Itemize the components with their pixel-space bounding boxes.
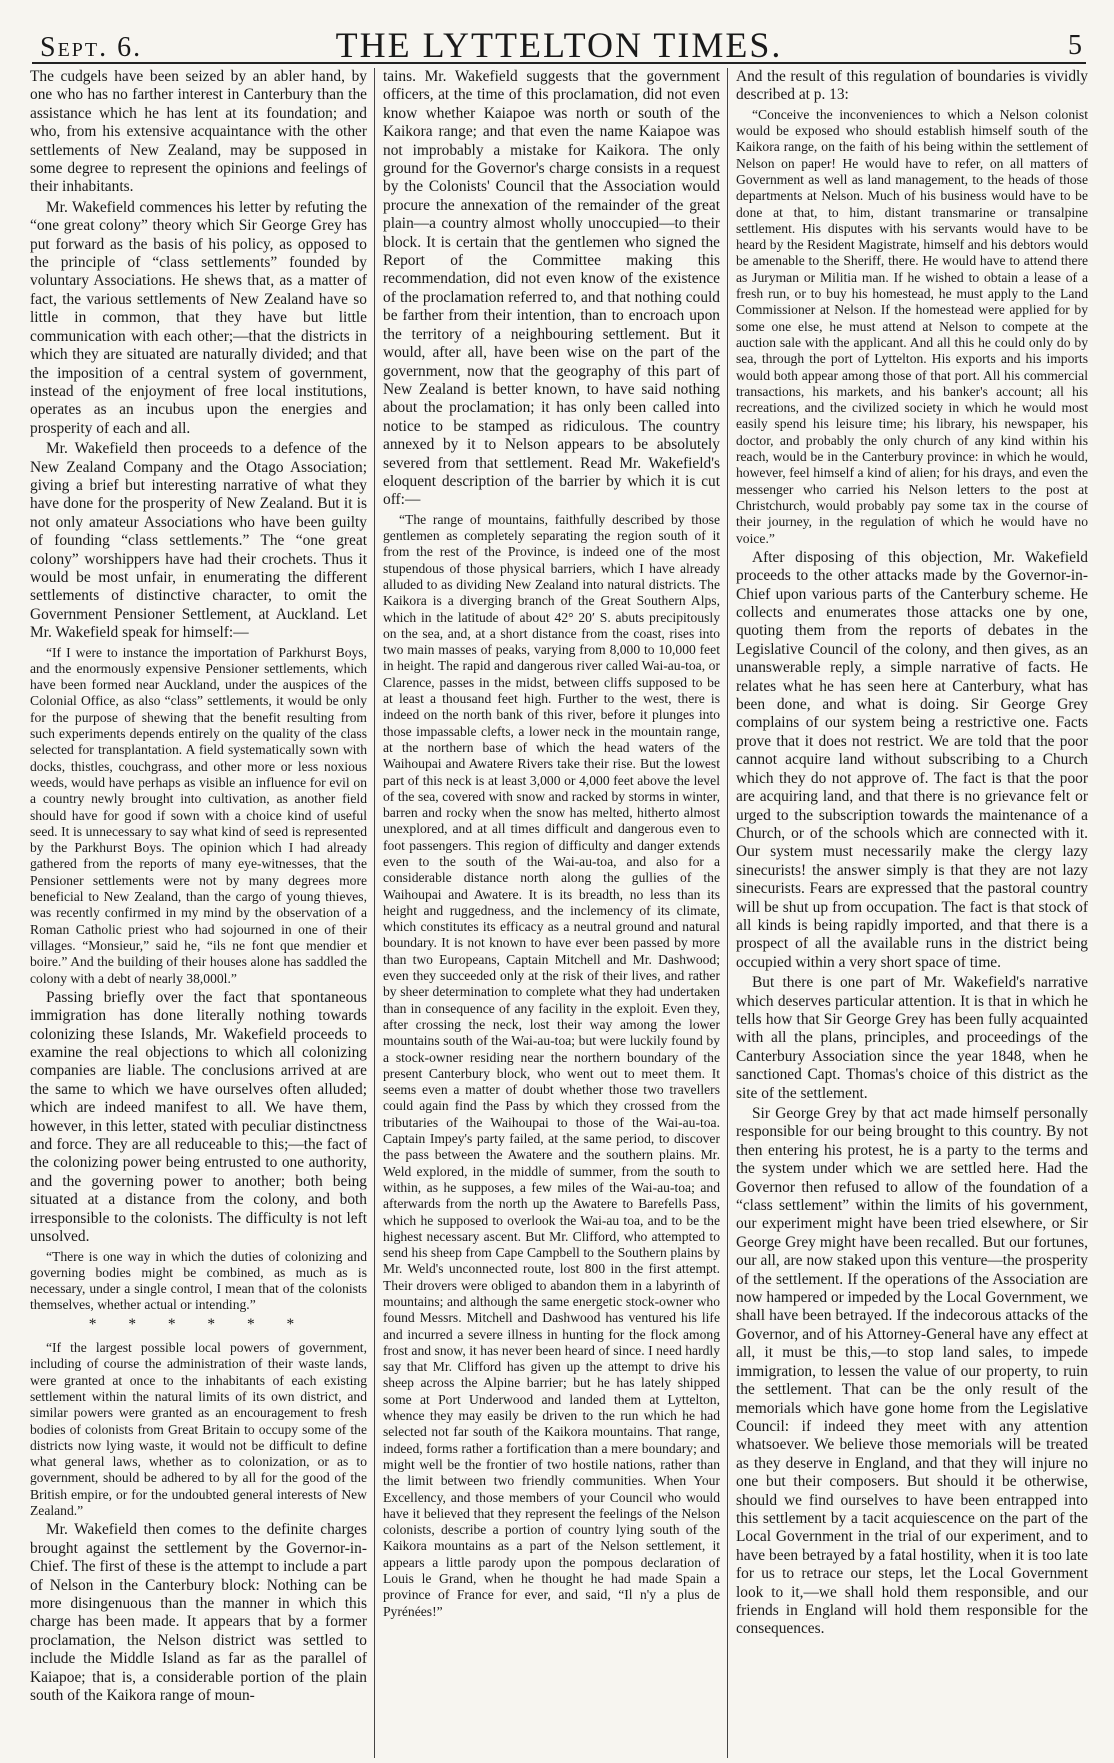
quoted-paragraph: “There is one way in which the duties of colonizing and governing bodies might be combined, as much as is necessary, under a single control, I mean that of the colonists themselves, whether actual or intending.” <box>30 1248 367 1313</box>
column-1 <box>30 68 367 1758</box>
column-2 <box>383 68 720 1758</box>
article-paragraph: Sir George Grey by that act made himself personally responsible for our being brought to this country. By not then entering his protest, he is a party to the terms and the system under which we are settled here. Had the Governor then refused to allow of the foundation of a “class settlement” within the limits of his government, our experiment might have been tried elsewhere, or Sir George Grey might have been recalled. But our fortunes, our all, are now staked upon this venture—the prosperity of the settlement. If the operations of the Association are now hampered or impeded by the Local Government, we shall have been betrayed. If the indecorous attacks of the Governor, and of his Attorney-General have any effect at all, it must be this,—to stop land sales, to impede immigration, to lessen the value of our property, to ruin the settlement. That can be the only result of the memorials which have gone home from the Legislative Council: if indeed they meet with any attention whatsoever. We believe those memorials will be treated as they deserve in England, and that they will injure no one but their composers. But should it be otherwise, should we find ourselves to have been entrapped into this settlement by a tacit acquiescence on the part of the Local Government in the trial of our experiment, and to have been betrayed by a fatal hostility, when it is too late for us to retrace our steps, let the Local Government look to it,—we shall hold them responsible, and our friends in England will hold them responsible for the consequences. <box>736 1105 1088 1638</box>
quoted-paragraph: “Conceive the inconveniences to which a Nelson colonist would be exposed who should establish himself south of the Kaikora range, on the faith of his being within the settlement of Nelson on paper! He would have to refer, on all matters of Government as well as land management, to the heads of those departments at Nelson. Much of his business would have to be done at that, to him, distant transmarine or transalpine settlement. His disputes with his servants would have to be heard by the Resident Magistrate, himself and his debtors would be amenable to the Sheriff, there. He would have to attend there as Juryman or Militia man. If he wished to obtain a lease of a fresh run, or to buy his homestead, he must apply to the Land Commissioner at Nelson. If the homestead were applied for by some one else, he must attend at Nelson to compete at the auction sale with the applicant. And all this he could only do by sea, through the port of Lyttelton. His exports and his imports would both appear among those of that port. All his commercial transactions, his markets, and his banker's account; all his recreations, and the civilized society in which he would most easily spend his leisure time; his library, his newspaper, his doctor, and probably the only church of any kind within his reach, would be in the Canterbury province: in which he would, however, feel himself a kind of alien; for his drays, and even the messenger who carried his Nelson letters to the post at Christchurch, would probably pay some tax in the course of their journey, in the regulation of which he would have no voice.” <box>736 106 1088 546</box>
masthead <box>32 14 1086 64</box>
quoted-paragraph: “The range of mountains, faithfully described by those gentlemen as completely separating the region south of it from the rest of the Province, is indeed one of the most stupendous of those physical barriers, which I have already alluded to as dividing New Zealand into natural districts. The Kaikora is a diverging branch of the Great Southern Alps, which in the latitude of about 42° 20′ S. abuts precipitously on the sea, and, at a short distance from the coast, rises into two main masses of peaks, varying from 8,000 to 10,000 feet in height. The rapid and dangerous river called Wai-au-toa, or Clarence, passes in the midst, between cliffs supposed to be at least a thousand feet high. Further to the west, there is indeed on the north bank of this river, before it plunges into those impassable clefts, a lower neck in the mountain range, at the northern base of which the head waters of the Waihoupai and Awatere Rivers take their rise. But the lowest part of this neck is at least 3,000 or 4,000 feet above the level of the sea, covered with snow and racked by storms in winter, barren and rocky when the snow has melted, hitherto almost unexplored, and at all times difficult and dangerous even to foot passengers. This region of difficulty and danger extends even to the south of the Wai-au-toa, and also for a considerable distance north along the gullies of the Waihoupai and Awatere. It is its breadth, no less than its height and ruggedness, and the inclemency of its climate, which constitutes its efficacy as a neutral ground and natural boundary. It is not known to have ever been passed by more than two Europeans, Captain Mitchell and Mr. Dashwood; even they succeeded only at the risk of their lives, and rather by sheer determination to complete what they had undertaken than in consequence of any facility in the exploit. Even they, after crossing the neck, lost their way among the lower mountains south of the Wai-au-toa; but were luckily found by a stock-owner residing near the northern boundary of the present Canterbury block, who went out to meet them. It seems even a matter of doubt whether those two travellers could again find the Pass by which they crossed from the tributaries of the Waihoupai to those of the Wai-au-toa. Captain Impey's party failed, at the same period, to discover the pass between the Awatere and the southern plains. Mr. Weld explored, in the middle of summer, from the south to within, as he supposes, a few miles of the Wai-au-toa; and afterwards from the north up the Awatere to Barefells Pass, which he supposed to overlook the Wai-au toa, and to be the highest necessary ascent. But Mr. Clifford, who attempted to send his sheep from Cape Campbell to the Southern plains by Mr. Weld's unconnected route, lost 800 in the first attempt. Their drovers were obliged to abandon them in a labyrinth of mountains; and although the same energetic stock-owner who found Messrs. Mitchell and Dashwood has ventured his life and incurred a severe illness in hunting for the flock among frost and snow, it has never been heard of since. I need hardly say that Mr. Clifford has given up the attempt to drive his sheep across the Alpine barrier; but he has lately shipped some at Port Underwood and landed them at Lyttelton, whence they may easily be driven to the run which he had selected not far south of the Kaikora mountains. That range, indeed, forms rather a fortification than a mere boundary; and might well be the frontier of two hostile nations, rather than the limit between two friendly communities. When Your Excellency, and those members of your Council who would have it believed that they represent the feelings of the Nelson colonists, describe a portion of country lying south of the Kaikora mountains as a part of the Nelson settlement, it appears a little parody upon the pompous declaration of Louis le Grand, when he thought he had made Spain a province of France for ever, and said, “Il n'y a plus de Pyrénées!” <box>383 511 720 1619</box>
issue-date: Sept. 6. <box>40 32 143 63</box>
article-paragraph: Passing briefly over the fact that spontaneous immigration has done literally nothing towards colonizing these Islands, Mr. Wakefield proceeds to examine the real objections to which all colonizing companies are liable. The conclusions arrived at are the same to which we have ourselves often alluded; which are indeed manifest to all. We have them, however, in this letter, stated with peculiar distinctness and force. They are all reduceable to this;—the fact of the colonizing power being entrusted to one authority, and the governing power to another; both being situated at a distance from the colony, and both irresponsible to the colonists. The difficulty is not left unsolved. <box>30 988 367 1246</box>
article-paragraph: After disposing of this objection, Mr. Wakefield proceeds to the other attacks made by the Governor-in-Chief upon various parts of the Canterbury scheme. He collects and enumerates those attacks one by one, quoting them from the reports of debates in the Legislative Council of the colony, and then gives, as an unanswerable reply, a simple narrative of facts. He relates what he has seen here at Canterbury, what has been done, and what is doing. Sir George Grey complains of our system being a restrictive one. Facts prove that it does not restrict. We are told that the poor cannot acquire land without subscribing to a Church which they do not approve of. The fact is that the poor are acquiring land, and that there is no grievance felt or urged to the subscription towards the maintenance of a Church, or of the schools which are connected with it. Our system must necessarily make the clergy lazy sinecurists! the answer simply is that they are not lazy sinecurists. Fears are expressed that the pastoral country will be shut up from occupation. The fact is that stock of all kinds is being rapidly imported, and that there is a prospect of all the available runs in the district being occupied within a very short space of time. <box>736 548 1088 971</box>
quoted-paragraph: “If I were to instance the importation of Parkhurst Boys, and the enormously expensive Pensioner settlements, which have been formed near Auckland, under the auspices of the Colonial Office, as also “class” settlements, it would be only for the purpose of shewing that the benefit resulting from such experiments depends entirely on the quality of the class selected for transplantation. A field systematically sown with docks, thistles, couchgrass, and other more or less noxious weeds, would have perhaps as visible an influence for evil on a country newly brought into cultivation, as another field should have for good if sown with a choice kind of useful seed. It is unnecessary to say what kind of seed is represented by the Parkhurst Boys. The opinion which I had already gathered from the reports of many eye-witnesses, that the Pensioner settlements were not by many degrees more beneficial to New Zealand, than the cargo of young thieves, was recently confirmed in my mind by the observation of a Roman Catholic priest who had sojourned in one of their villages. “Monsieur,” said he, “ils ne font que mendier et boire.” And the building of their houses alone has saddled the colony with a debt of nearly 38,000l.” <box>30 644 367 986</box>
article-paragraph: And the result of this regulation of boundaries is vividly described at p. 13: <box>736 68 1088 104</box>
ellipsis-stars: * * * * * * <box>88 1315 309 1333</box>
page-number: 5 <box>1068 30 1082 61</box>
column-divider <box>374 68 375 1758</box>
article-paragraph: Mr. Wakefield then comes to the definite charges brought against the settlement by the Governor-in-Chief. The first of these is the attempt to include a part of Nelson in the Canterbury block: Nothing can be more disingenuous than the manner in which this charge has been made. It appears that by a former proclamation, the Nelson district was settled to include the Middle Island as far as the parallel of Kaiapoe; that is, a considerable portion of the plain south of the Kaikora range of moun- <box>30 1521 367 1705</box>
article-paragraph: The cudgels have been seized by an abler hand, by one who has no farther interest in Canterbury than the assistance which he has lent at its foundation; and who, from his extensive acquaintance with the other settlements of New Zealand, may be supposed in some degree to represent the opinions and feelings of their inhabitants. <box>30 68 367 196</box>
column-divider <box>727 68 728 1758</box>
newspaper-title: THE LYTTELTON TIMES. <box>335 25 783 65</box>
article-paragraph: But there is one part of Mr. Wakefield's narrative which deserves particular attention. It is that in which he tells how that Sir George Grey has been fully acquainted with all the plans, principles, and proceedings of the Canterbury Association since the year 1848, when he sanctioned Capt. Thomas's choice of this district as the site of the settlement. <box>736 974 1088 1102</box>
column-3 <box>736 68 1088 1758</box>
article-paragraph: Mr. Wakefield commences his letter by refuting the “one great colony” theory which Sir George Grey has put forward as the basis of his policy, as opposed to the principle of “class settlements” founded by voluntary Associations. He shews that, as a matter of fact, the various settlements of New Zealand have so little in common, that they have but little communication with each other;—that the districts in which they are situated are naturally divided; and that the imposition of a central system of government, instead of the enjoyment of free local institutions, operates as an incubus upon the energies and prosperity of each and all. <box>30 198 367 437</box>
article-paragraph: tains. Mr. Wakefield suggests that the government officers, at the time of this proclamation, did not even know whether Kaiapoe was north or south of the Kaikora range; and that even the name Kaiapoe was not improbably a mistake for Kaikora. The only ground for the Governor's charge consists in a request by the Colonists' Council that the Association would procure the annexation of the remainder of the great plain—a country almost wholly unoccupied—to their block. It is certain that the gentlemen who signed the Report of the Committee making this recommendation, did not even know of the existence of the proclamation referred to, and that nothing could be farther from their intention, than to encroach upon the territory of a neighbouring settlement. But it would, after all, have been wise on the part of the government, now that the geography of this part of New Zealand is better known, to have said nothing about the proclamation; it has only been called into notice to be stamped as ridiculous. The country annexed by it to Nelson appears to be absolutely severed from that settlement. Read Mr. Wakefield's eloquent description of the barrier by which it is cut off:— <box>383 68 720 509</box>
article-paragraph: Mr. Wakefield then proceeds to a defence of the New Zealand Company and the Otago Association; giving a brief but interesting narrative of what they have done for the prosperity of New Zealand. But it is not only amateur Associations who have been guilty of founding “class settlements.” The “one great colony” worshippers have had their crochets. Thus it would be most unfair, in enumerating the different settlements of distinctive character, to omit the Government Pensioner Settlement, at Auckland. Let Mr. Wakefield speak for himself:— <box>30 440 367 642</box>
quoted-paragraph: “If the largest possible local powers of government, including of course the administration of their waste lands, were granted at once to the inhabitants of each existing settlement within the natural limits of its own district, and similar powers were granted as an encouragement to fresh bodies of colonists from Great Britain to occupy some of the districts now lying waste, it would not be difficult to define what general laws, whether as to colonization, or as to government, should be adhered to by all for the good of the British empire, or for the undoubted general interests of New Zealand.” <box>30 1340 367 1519</box>
